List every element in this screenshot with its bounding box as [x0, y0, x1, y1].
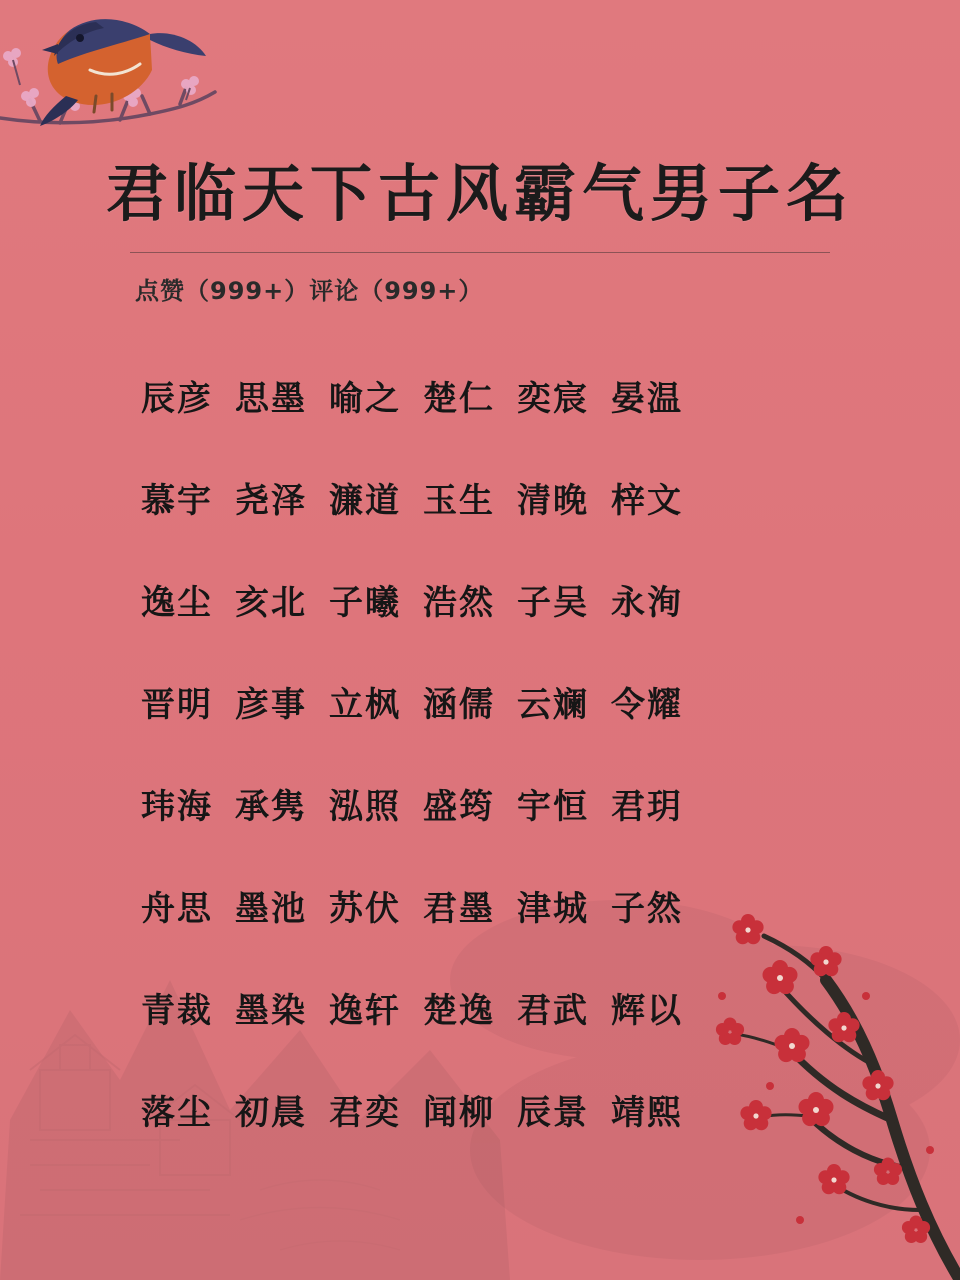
- name-item: 思墨: [235, 379, 307, 419]
- name-item: 辰景: [517, 1093, 589, 1133]
- name-item: 清晚: [517, 481, 589, 521]
- name-item: 子然: [611, 889, 683, 929]
- name-item: 令耀: [611, 685, 683, 725]
- name-item: 君武: [517, 991, 589, 1031]
- name-item: 落尘: [141, 1093, 213, 1133]
- name-item: 青裁: [141, 991, 213, 1031]
- name-item: 逸尘: [141, 583, 213, 623]
- engagement-stats: 点赞（999+）评论（999+）: [135, 277, 484, 306]
- name-item: 喻之: [329, 379, 401, 419]
- name-item: 楚仁: [423, 379, 495, 419]
- name-item: 玉生: [423, 481, 495, 521]
- name-item: 津城: [517, 889, 589, 929]
- name-item: 辰彦: [141, 379, 213, 419]
- bird-icon: [0, 0, 230, 150]
- name-item: 子吴: [517, 583, 589, 623]
- name-item: 奕宸: [517, 379, 589, 419]
- name-item: 初晨: [235, 1093, 307, 1133]
- name-item: 濂道: [329, 481, 401, 521]
- name-item: 永洵: [611, 583, 683, 623]
- name-item: 墨池: [235, 889, 307, 929]
- name-item: 云斓: [517, 685, 589, 725]
- name-grid: [130, 348, 730, 1164]
- name-item: 涵儒: [423, 685, 495, 725]
- name-item: 辉以: [611, 991, 683, 1031]
- name-item: 君奕: [329, 1093, 401, 1133]
- name-item: 闻柳: [423, 1093, 495, 1133]
- name-item: 宇恒: [517, 787, 589, 827]
- name-item: 晋明: [141, 685, 213, 725]
- name-item: 舟思: [141, 889, 213, 929]
- name-item: 君墨: [423, 889, 495, 929]
- name-item: 盛筠: [423, 787, 495, 827]
- name-item: 浩然: [423, 583, 495, 623]
- name-item: 亥北: [235, 583, 307, 623]
- name-item: 承隽: [235, 787, 307, 827]
- name-item: 楚逸: [423, 991, 495, 1031]
- name-item: 逸轩: [329, 991, 401, 1031]
- poster-header: [0, 157, 960, 306]
- name-item: 慕宇: [141, 481, 213, 521]
- page-title: 君临天下古风霸气男子名: [105, 157, 854, 230]
- name-item: 立枫: [329, 685, 401, 725]
- name-item: 梓文: [611, 481, 683, 521]
- name-item: 泓照: [329, 787, 401, 827]
- name-item: 彦事: [235, 685, 307, 725]
- title-divider: [130, 252, 830, 253]
- name-item: 子曦: [329, 583, 401, 623]
- name-item: 君玥: [611, 787, 683, 827]
- name-item: 尧泽: [235, 481, 307, 521]
- name-item: 苏伏: [329, 889, 401, 929]
- name-item: 晏温: [611, 379, 683, 419]
- name-item: 靖熙: [611, 1093, 683, 1133]
- name-item: 墨染: [235, 991, 307, 1031]
- name-item: 玮海: [141, 787, 213, 827]
